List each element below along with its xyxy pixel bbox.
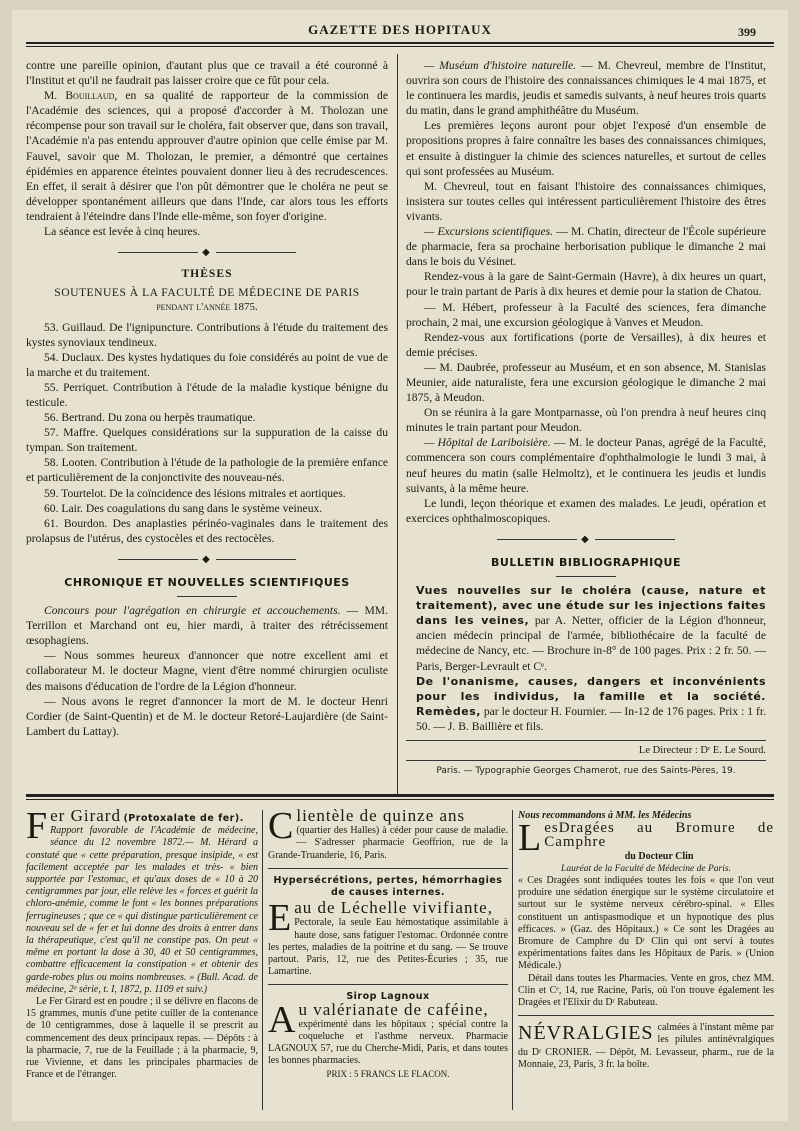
ad-lechelle: Eau de Léchelle vivifiante, Pectorale, la seule Eau hémostatique assimilable à haute dose, sans fatiguer l'estomac. Ordonnée contre les pertes, maladies de la poitrine et du sang. — Se trouve partout. Paris, 12, rue des Petites-Écuries ; 35, rue Lamartine. xyxy=(268,897,508,978)
theses-subtitle: SOUTENUES À LA FACULTÉ DE MÉDECINE DE PARIS xyxy=(54,286,360,300)
these-item: 55. Perriquet. Contribution à l'étude de la maladie kystique bénigne du testicule. xyxy=(26,380,388,409)
chronique-title: CHRONIQUE ET NOUVELLES SCIENTIFIQUES xyxy=(64,576,350,589)
theses-year: pendant l'année 1875. xyxy=(156,301,258,314)
these-item: 54. Duclaux. Des kystes hydatiques du foie considérés au point de vue de la marche et du traitement. xyxy=(26,350,388,379)
chronique-concours: Concours pour l'agrégation en chirurgie et accouchements. — MM. Terrillon et Marchand ont eu, hier mardi, à traiter des rétrécissement œsophagiens. xyxy=(26,604,388,648)
these-item: 57. Maffre. Quelques considérations sur la suppuration de la caisse du tympan. Son traitement. xyxy=(26,426,388,455)
chronique-magne: — Nous sommes heureux d'annoncer que notre excellent ami et collaborateur M. le docteur Magne, vient d'être nommé chirurgien oculiste des maisons d'éducation de l'ordre de la Légion d'honneur. xyxy=(26,649,388,693)
these-item: 53. Guillaud. De l'ignipuncture. Contributions à l'étude du traitement des kystes synoviaux tendineux. xyxy=(26,320,388,349)
paragraph: — M. Hébert, professeur à la Faculté des sciences, fera dimanche prochain, 2 mai, une excursion géologique à Vanves et Meudon. xyxy=(406,300,766,329)
paragraph: Rendez-vous à la gare de Saint-Germain (Havre), à dix heures un quart, pour le train partant de Paris à dix heures et demie pour la station de Chatou. xyxy=(406,270,766,299)
paragraph: On se réunira à la gare Montparnasse, où l'on prendra à neuf heures cinq minutes le train partant pour Meudon. xyxy=(406,406,766,435)
these-item: 58. Looten. Contribution à l'étude de la pathologie de la première enfance et particulièrement de la conjonctivite des nouveau-nés. xyxy=(26,456,388,485)
paragraph: M. Chevreul, tout en faisant l'histoire des connaissances chimiques, insistera sur toutes celles qui intéressent particulièrement l'histoire des êtres vivants. xyxy=(406,179,766,223)
paragraph: Le lundi, leçon théorique et examen des malades. Le jeudi, opération et exercices ophthalmoscopiques. xyxy=(406,496,766,525)
ad-dragees: LesDragées au Bromure de Camphre du Docteur Clin Lauréat de la Faculté de Médecine de Paris. « Ces Dragées sont indiquées toutes les fois « que l'on veut produire une sédation énergique sur le système circulatoire et surtout sur le système nerveux cérébro-spinal. « Elles constituent un antispasmodique et un hypnotique des plus efficaces. » (Gaz. des Hôpitaux.) « Ce sont les Dragées au Bromure de Camphre du Dʳ Clin qui ont servi à toutes expérimentations faites dans les Hôpitaux de Paris. » (Union Médicale.) Détail dans toutes les Pharmacies. Vente en gros, chez MM. Clin et Cᵉ, 14, rue Racine, Paris, où l'on trouve également les Dragées et l'Elixir du Dʳ Rabuteau. xyxy=(518,817,774,1009)
paragraph: — M. Daubrée, professeur au Muséum, et en son absence, M. Stanislas Meunier, aide naturaliste, fera une excursion géologique le dimanche 2 mai 1875, à Meudon. xyxy=(406,360,766,405)
paragraph: Les premières leçons auront pour objet l'exposé d'un ensemble de propositions propres à faire connaître les bases des connaissances chimiques, et ensuite à distinguer la chimie des sciences naturelles, et surtout de celles qui sont professées au Muséum. xyxy=(406,119,766,178)
masthead-title: GAZETTE DES HOPITAUX xyxy=(308,22,492,37)
biblio-entry: Vues nouvelles sur le choléra (cause, nature et traitement), avec une étude sur les injections faites dans les veines, par A. Netter, officier de la Légion d'honneur, ancien médecin principal de l'armée, bibliothécaire de la faculté de médecine de Nancy, etc. — Brochure in-8° de 100 pages. Prix : 2 fr. 50. — Paris, Berger-Levrault et Cᵉ. xyxy=(416,584,766,673)
ad-body: Rapport favorable de l'Académie de médecine, séance du 12 novembre 1872.— M. Hérard a constaté que « cette préparation, presque insipide, « est facilement acceptée par les malades et très- « bien supportée par l'estomac, et qu'aux doses de « 10 à 20 centigrammes par jour, elle relève les « forces et guérit la chloro-anémie, comme le font « les bonnes préparations ferrugineuses ; que ce « qui distingue particulièrement ce nouveau sel de « fer et lui donne des droits à entrer dans la thérapeutique, c'est qu'il ne constipe pas. On peut « même en portant la dose à 30, 40 et 50 centigrammes, combattre efficacement la constipation « et obtenir des garde-robes plus ou moins nombreuses. » (Bull. Acad. de médecine, 2ᵉ série, t. I, 1872, p. 1109 et suiv.) xyxy=(26,825,258,995)
header-rule xyxy=(26,42,774,44)
right-column xyxy=(406,58,766,779)
ads-rule xyxy=(26,794,774,797)
these-item: 61. Bourdon. Des anaplasties périnéo-vaginales dans le traitement des prolapsus de l'utérus, des cystocèles et des rectocèles. xyxy=(26,516,388,545)
paragraph: Rendez-vous aux fortifications (porte de Versailles), à dix heures et demie précises. xyxy=(406,330,766,359)
ad-fer-girard: Fer Girard (Protoxalate de fer). Rapport favorable de l'Académie de médecine, séance du 12 novembre 1872.— M. Hérard a constaté que « cette préparation, presque insipide, « est facilement acceptée par les malades et très- « bien supportée par l'estomac, et qu'aux doses de « 10 à 20 centigrammes par jour, elle relève les « forces et guérit la chloro-anémie, comme le font « les bonnes préparations ferrugineuses ; que ce « qui distingue particulièrement ce nouveau sel de « fer et lui donne des droits à entrer dans la thérapeutique, c'est qu'il ne constipe pas. On peut « même en portant la dose à 30, 40 et 50 centigrammes, combattre efficacement la constipation « et obtenir des garde-robes plus ou moins nombreuses. » (Bull. Acad. de médecine, 2ᵉ série, t. I, 1872, p. 1109 et suiv.) Le Fer Girard est en poudre ; il se délivre en flacons de 15 grammes, munis d'une petite cuiller de la contenance de 10 centigrammes, dose à laquelle il se prescrit au commencement des deux principaux repas. — Dépôts : à la pharmacie, 7, rue de la Feuillade ; à la pharmacie, 9, rue Vivienne, et dans les principales pharmacies de France et de l'étranger. xyxy=(26,805,258,1081)
ad-sirop: Au valérianate de caféine, expérimenté dans les hôpitaux ; spécial contre la coqueluche et l'asthme nerveux. Pharmacie LAGNOUX 57, rue du Cherche-Midi, Paris, et dans toutes les bonnes pharmacies. PRIX : 5 FRANCS LE FLACON. xyxy=(268,998,508,1079)
director-line: Le Directeur : Dʳ E. Le Sourd. xyxy=(638,745,766,757)
ad-clientele: Clientèle de quinze ans (quartier des Halles) à céder pour cause de maladie. — S'adresser pharmacie Geoffrion, rue de la Grande-Truanderie, 16, Paris. xyxy=(268,805,508,861)
ads-rule-thin xyxy=(26,799,774,800)
theses-title: THÈSES xyxy=(181,267,233,281)
chronique-deces: — Nous avons le regret d'annoncer la mort de M. le docteur Henri Cordier (de Saint-Quentin) et de M. le docteur Retoré-Laujardière (de Saint-Lambert du Lattay). xyxy=(26,694,388,738)
left-column xyxy=(26,58,388,739)
these-item: 60. Lair. Des coagulations du sang dans le système veineux. xyxy=(44,501,323,515)
ad-body: Le Fer Girard est en poudre ; il se délivre en flacons de 15 grammes, munis d'une petite cuiller de la contenance de 10 centigrammes, dose à laquelle il se prescrit au commencement des deux principaux repas. — Dépôts : à la pharmacie, 7, rue de la Feuillade ; à la pharmacie, 9, rue Vivienne, et dans les principales pharmacies de France et de l'étranger. xyxy=(26,996,258,1081)
ad-recommandons: Nous recommandons à MM. les Médecins xyxy=(518,810,692,821)
bulletin-title: BULLETIN BIBLIOGRAPHIQUE xyxy=(491,556,681,569)
header-rule-thin xyxy=(26,46,774,47)
page-number: 399 xyxy=(738,25,756,39)
ad-column-middle xyxy=(268,805,508,1080)
section-divider: ◆ xyxy=(26,552,388,567)
excursions-paragraph: — Excursions scientifiques. — M. Chatin, directeur de l'École supérieure de pharmacie, fera sa prochaine herborisation publique le dimanche 2 mai dans le bois du Vésinet. xyxy=(406,225,767,269)
section-divider: ◆ xyxy=(406,532,766,547)
lariboisiere-paragraph: — Hôpital de Lariboisière. — M. le docteur Panas, agrégé de la Faculté, commencera son cours complémentaire d'ophthalmologie le lundi 3 mai, à neuf heures du matin (salle Helmoltz), et le continuera les jeudis et lundis suivants, à la même heure. xyxy=(406,436,766,495)
page-header xyxy=(12,10,788,50)
paragraph: contre une pareille opinion, d'autant plus que ce travail a été couronné à l'Institut et qu'il ne faudrait pas laisser croire que ce fût pour cela. xyxy=(26,59,388,88)
museum-paragraph: — Muséum d'histoire naturelle. — M. Chevreul, membre de l'Institut, ouvrira son cours de l'histoire des connaissances chimiques le 4 mai 1875, et le continuera les mardis, jeudis et samedis suivants, à neuf heures trois quarts du matin, dans le grand amphithéâtre du Muséum. xyxy=(406,59,766,118)
ad-nevralgies: NÉVRALGIES calmées à l'instant même par les pilules antinévralgiques du Dʳ CRONIER. — Dépôt, M. Levasseur, pharm., rue de la Monnaie, 23, Paris, 3 fr. la boîte. xyxy=(518,1022,774,1070)
column-rule xyxy=(397,54,398,794)
these-item: 56. Bertrand. Du zona ou herpès traumatique. xyxy=(44,411,256,425)
ad-hypersecretions: Hypersécrétions, pertes, hémorrhagies de causes internes. xyxy=(273,874,503,899)
ad-sirop-head: Sirop Lagnoux xyxy=(346,991,430,1003)
ad-column-right xyxy=(518,810,774,1071)
ad-title: er Girard xyxy=(50,806,121,825)
paragraph-bouillaud: M. Bouillaud, en sa qualité de rapporteur de la commission de l'Académie des sciences, qui a proposé d'accorder à M. Tholozan une récompense pour son travail sur le choléra, fait observer que, dans son travail, l'Académie n'a pas entendu approuver d'autre opinion que celle émise par M. Fauvel, savoir que M. Tholozan, le premier, a démontré que certaines épidémies en apparence éteintes pouvaient donner lieu à des recrudescences. En effet, il serait à désirer que l'on pût démontrer que le choléra ne peut se développer spontanément ailleurs que dans l'Inde, car alors tous les efforts tendraient à l'éteindre dans l'Inde elle-même, son foyer d'origine. xyxy=(26,89,388,223)
biblio-entry: De l'onanisme, causes, dangers et inconvénients pour les individus, la famille et la société. Remèdes, par le docteur H. Fournier. — In-12 de 176 pages. Prix : 1 fr. 50. — J. B. Baillière et fils. xyxy=(416,674,766,733)
printer-line: Paris. — Typographie Georges Chamerot, rue des Saints-Pères, 19. xyxy=(436,766,736,777)
paragraph-seance: La séance est levée à cinq heures. xyxy=(44,225,201,239)
ad-rule xyxy=(262,810,263,1110)
dropcap: F xyxy=(26,805,48,847)
newspaper-page xyxy=(12,10,788,1121)
section-divider: ◆ xyxy=(26,245,388,260)
ad-rule xyxy=(512,810,513,1110)
these-item: 59. Tourtelot. De la coïncidence des lésions mitrales et aortiques. xyxy=(44,486,346,500)
